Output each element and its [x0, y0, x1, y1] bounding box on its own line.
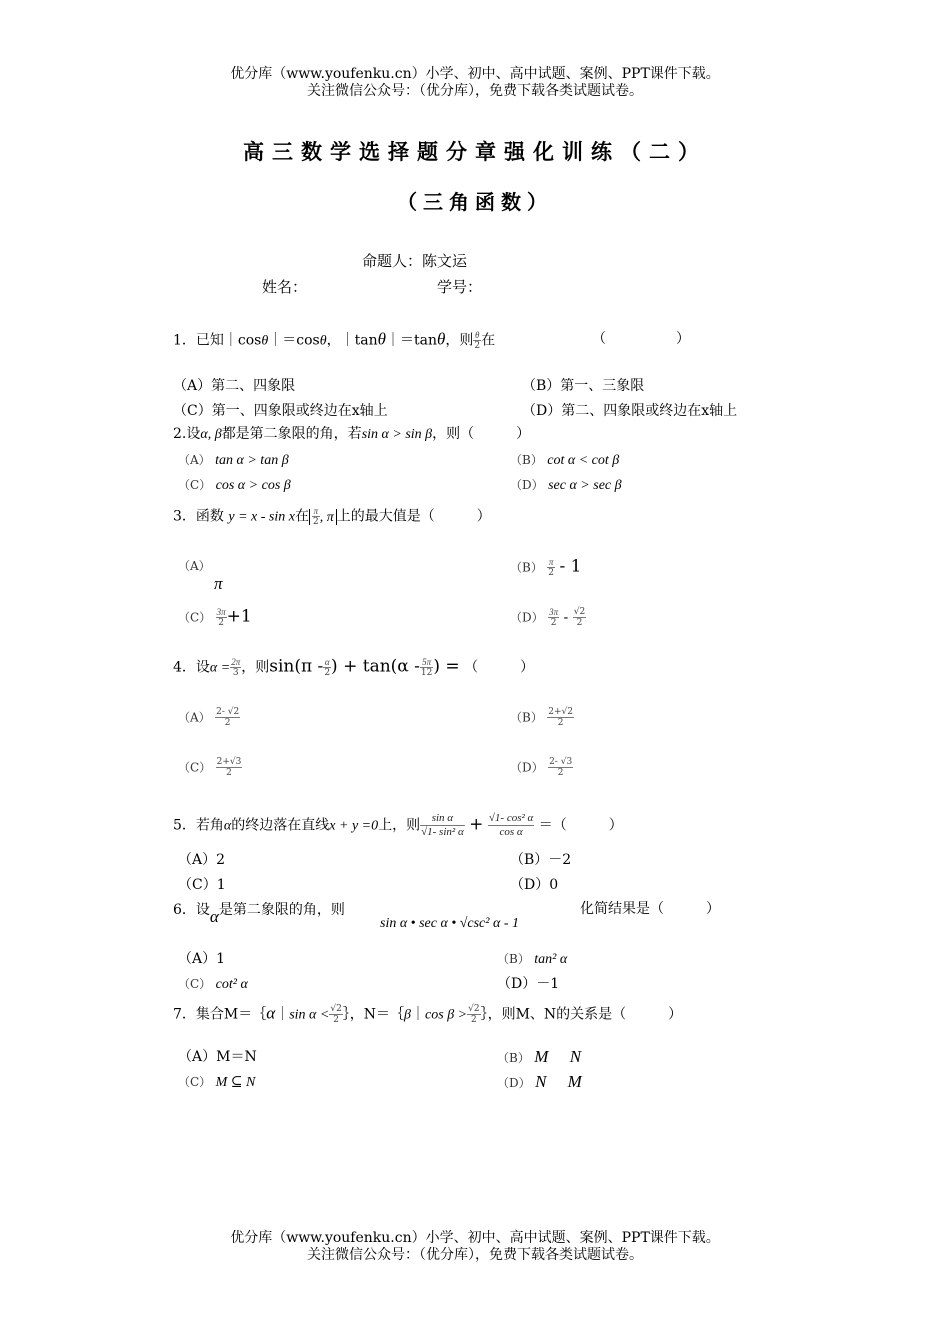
- q1-answer-paren: （ ）: [592, 331, 690, 347]
- q4-option-c: （C） $\frac{2+√3}{2}$: [178, 757, 242, 778]
- q6-option-c: （C） cot² α: [178, 977, 248, 992]
- q3-option-a: （A） π: [178, 559, 223, 593]
- q6-option-a: （A）1: [178, 951, 226, 967]
- q1-option-d: （D）第二、四象限或终边在x轴上: [522, 403, 738, 419]
- q3-option-d: （D） $\frac{3\pi}{2}$ - $\frac{√2}{2}$: [510, 607, 586, 628]
- q7-stem: 7．集合M＝｛α｜sin α < $\frac{√2}{2}$ ｝，N＝｛β｜cos β > $\frac{√2}{2}$ ｝，则M、N的关系是（ ）: [173, 1003, 683, 1025]
- q7-option-d: （D） N M: [497, 1072, 582, 1091]
- header-line-2: 关注微信公众号：（优分库），免费下载各类试题试卷。: [307, 83, 643, 99]
- q2-option-b: （B） cot α < cot β: [510, 453, 620, 468]
- q1-stem: 1．已知｜cosθ｜＝cosθ，｜tanθ｜＝tanθ，则 $\frac{\theta}{2}$ 在: [173, 329, 496, 351]
- theta: θ: [319, 333, 327, 349]
- q1-option-c: （C）第一、四象限或终边在x轴上: [173, 403, 388, 419]
- q5-stem: 5．若角α的终边落在直线x + y =0上，则 $\frac{\text{sin α}}{\text{√1- sin² α}}$ + $\frac{\text{√1- cos² α}}{\text{cos α}}$ ＝（ ）: [173, 812, 623, 838]
- q6-option-d: （D）－1: [497, 976, 560, 992]
- q2-option-c: （C） cos α > cos β: [178, 478, 291, 493]
- footer-line-1: 优分库（www.youfenku.cn）小学、初中、高中试题、案例、PPT课件下载。: [230, 1230, 720, 1246]
- q6-stem-tail: 化简结果是（ ）: [580, 901, 720, 917]
- q7-option-b: （B） M N: [497, 1047, 582, 1066]
- q2-option-d: （D） sec α > sec β: [510, 478, 622, 493]
- alpha-beta: α, β: [200, 427, 222, 442]
- page-footer: [0, 1230, 950, 1264]
- q4-option-a: （A） $\frac{2- √2}{2}$: [178, 707, 240, 728]
- q6-stem: 6．设α是第二象限的角，则: [173, 902, 345, 926]
- q6-expression: sin α • sec α • √csc² α - 1: [380, 916, 519, 931]
- q5-option-d: （D）0: [510, 877, 559, 893]
- q1-option-a: （A）第二、四象限: [173, 378, 296, 394]
- q5-option-a: （A）2: [178, 852, 226, 868]
- id-label: 学号：: [437, 278, 483, 296]
- q5-option-c: （C）1: [178, 877, 226, 893]
- author: 命题人：陈文运: [362, 252, 468, 270]
- q3-stem: 3．函数 y = x - sin x在 $\frac{\pi}{2}$ , π 上的最大值是（ ）: [173, 506, 491, 527]
- q3-option-b: （B） $\frac{\pi}{2}$ - 1: [510, 556, 582, 578]
- q4-stem: 4．设α = $\frac{2\pi}{3}$ ，则sin(π - $\frac{\alpha}{2}$ ) + tan(α - $\frac{5\pi}{12}$ ) = （ ）: [173, 656, 535, 678]
- q4-option-b: （B） $\frac{2+√2}{2}$: [510, 707, 574, 728]
- half-theta-fraction: $\frac{\theta}{2}$: [474, 330, 481, 351]
- q4-option-d: （D） $\frac{2- √3}{2}$: [510, 757, 573, 778]
- q7-option-c: （C） M ⊆ N: [178, 1075, 256, 1090]
- page-header: [0, 66, 950, 100]
- theta: θ: [377, 329, 386, 349]
- header-line-1: 优分库（www.youfenku.cn）小学、初中、高中试题、案例、PPT课件下载。: [230, 66, 720, 82]
- page-title: 高三数学选择题分章强化训练（二）: [243, 139, 707, 164]
- q6-option-b: （B） tan² α: [497, 952, 568, 967]
- theta: θ: [436, 329, 446, 349]
- q5-option-b: （B）－2: [510, 852, 572, 868]
- q1-option-b: （B）第一、三象限: [522, 378, 645, 394]
- q3-option-c: （C） $\frac{3\pi}{2}$ +1: [178, 606, 252, 628]
- name-label: 姓名：: [262, 278, 308, 296]
- interval: $\frac{\pi}{2}$ , π: [309, 509, 337, 525]
- footer-line-2: 关注微信公众号：（优分库），免费下载各类试题试卷。: [307, 1247, 643, 1263]
- condition: sin α > sin β: [361, 427, 433, 442]
- q2-option-a: （A） tan α > tan β: [178, 453, 289, 468]
- function: y = x - sin x: [228, 509, 295, 525]
- q2-stem: 2.设α, β都是第二象限的角，若sin α > sin β，则（ ）: [173, 426, 531, 442]
- page-subtitle: （三角函数）: [397, 190, 553, 214]
- q7-option-a: （A）M＝N: [178, 1049, 257, 1065]
- theta: θ: [261, 333, 269, 349]
